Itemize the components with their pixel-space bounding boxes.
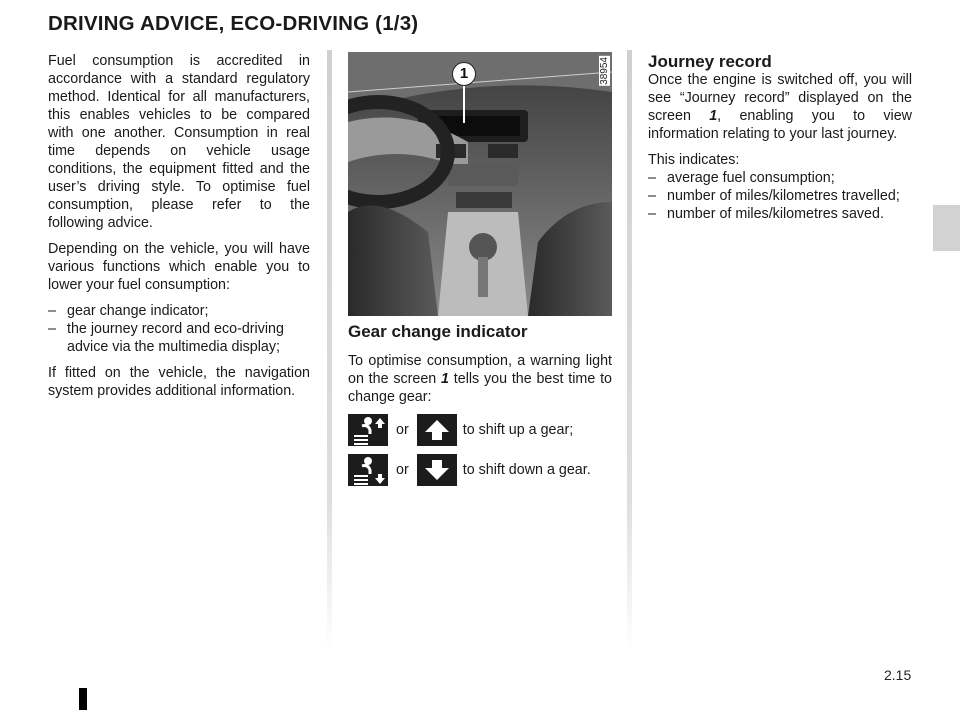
journey-record-column [648, 52, 912, 231]
gear-change-paragraph: To optimise consumption, a warning light on the screen 1 tells you the best time to change gear: [348, 353, 613, 405]
chapter-tab [933, 205, 960, 251]
intro-paragraph: Fuel consumption is accredited in accordance with a standard regulatory method. Identical for all manufacturers, this enables vehicles to be compared with one another. Consumption in real time depends on vehicle usage conditions, the equipment fitted and the user’s driving style. To optimise fuel consumption, please refer to the following advice. [48, 53, 310, 231]
intro-column [48, 52, 310, 408]
callout-line [463, 85, 465, 123]
list-item: – number of miles/kilometres travelled; [648, 188, 900, 204]
list-item: – gear change indicator; [48, 303, 209, 319]
print-mark [79, 688, 87, 710]
functions-paragraph: Depending on the vehicle, you will have various functions which enable you to lower your fuel consumption: [48, 241, 310, 293]
or-label: or [396, 462, 409, 478]
dashboard-photo [348, 52, 612, 316]
list-item: – average fuel consumption; [648, 170, 835, 186]
gear-change-column [348, 52, 612, 494]
gear-down-indicator-icon [348, 454, 388, 486]
column-divider-left [327, 50, 332, 650]
callout-marker: 1 [452, 62, 476, 86]
arrow-down-icon [417, 454, 457, 486]
arrow-up-icon [417, 414, 457, 446]
indicates-label: This indicates: [648, 152, 740, 168]
navigation-paragraph: If fitted on the vehicle, the navigation system provides additional information. [48, 365, 310, 399]
journey-record-heading: Journey record [648, 52, 772, 71]
shift-down-row [348, 454, 612, 486]
list-item: – the journey record and eco-driving advice via the multimedia display; [48, 321, 284, 355]
shift-up-row [348, 414, 612, 446]
journey-info-list [648, 169, 912, 223]
or-label: or [396, 422, 409, 438]
page-title: DRIVING ADVICE, ECO-DRIVING (1/3) [48, 12, 419, 35]
functions-list [48, 302, 310, 356]
dashboard-illustration [348, 52, 612, 316]
shift-up-text: to shift up a gear; [462, 422, 574, 438]
gear-change-heading: Gear change indicator [348, 322, 528, 341]
column-divider-right [627, 50, 632, 650]
journey-record-paragraph: Once the engine is switched off, you will see “Journey record” displayed on the screen 1, enabling you to view information relating to your last journey. [648, 72, 912, 142]
list-item: – number of miles/kilometres saved. [648, 206, 884, 222]
shift-down-text: to shift down a gear. [462, 462, 591, 478]
page-number: 2.15 [884, 667, 912, 683]
photo-reference: 38954 [599, 57, 610, 85]
gear-up-indicator-icon [348, 414, 388, 446]
